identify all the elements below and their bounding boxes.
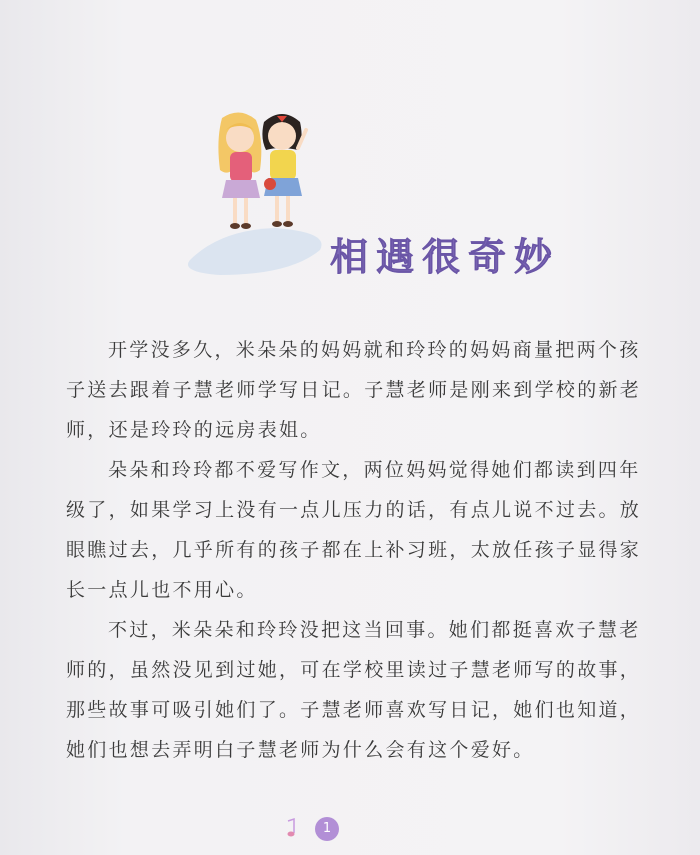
dark-haired-girl [262,114,306,227]
page-number-badge: 1 [315,817,339,841]
blonde-girl [218,112,261,229]
page-footer [262,815,382,845]
paragraph-1: 开学没多久，米朵朵的妈妈就和玲玲的妈妈商量把两个孩子送去跟着子慧老师学写日记。子慧老师是刚来到学校的新老师，还是玲玲的远房表姐。 [66,339,642,441]
music-note-icon [280,817,300,841]
two-girls-illustration [180,100,340,280]
chapter-title: 相遇很奇妙 [330,235,561,279]
paragraph-3: 不过，米朵朵和玲玲没把这当回事。她们都挺喜欢子慧老师的，虽然没见到过她，可在学校里读过子慧老师写的故事，那些故事可吸引她们了。子慧老师喜欢写日记，她们也知道，她们也想去弄明白子慧老师为什么会有这个爱好。 [66,619,642,761]
paragraph-2: 朵朵和玲玲都不爱写作文，两位妈妈觉得她们都读到四年级了，如果学习上没有一点儿压力的话，有点儿说不过去。放眼瞧过去，几乎所有的孩子都在上补习班，太放任孩子显得家长一点儿也不用心。 [66,459,642,601]
chapter-body [66,330,646,770]
shadow-wash [188,228,322,275]
